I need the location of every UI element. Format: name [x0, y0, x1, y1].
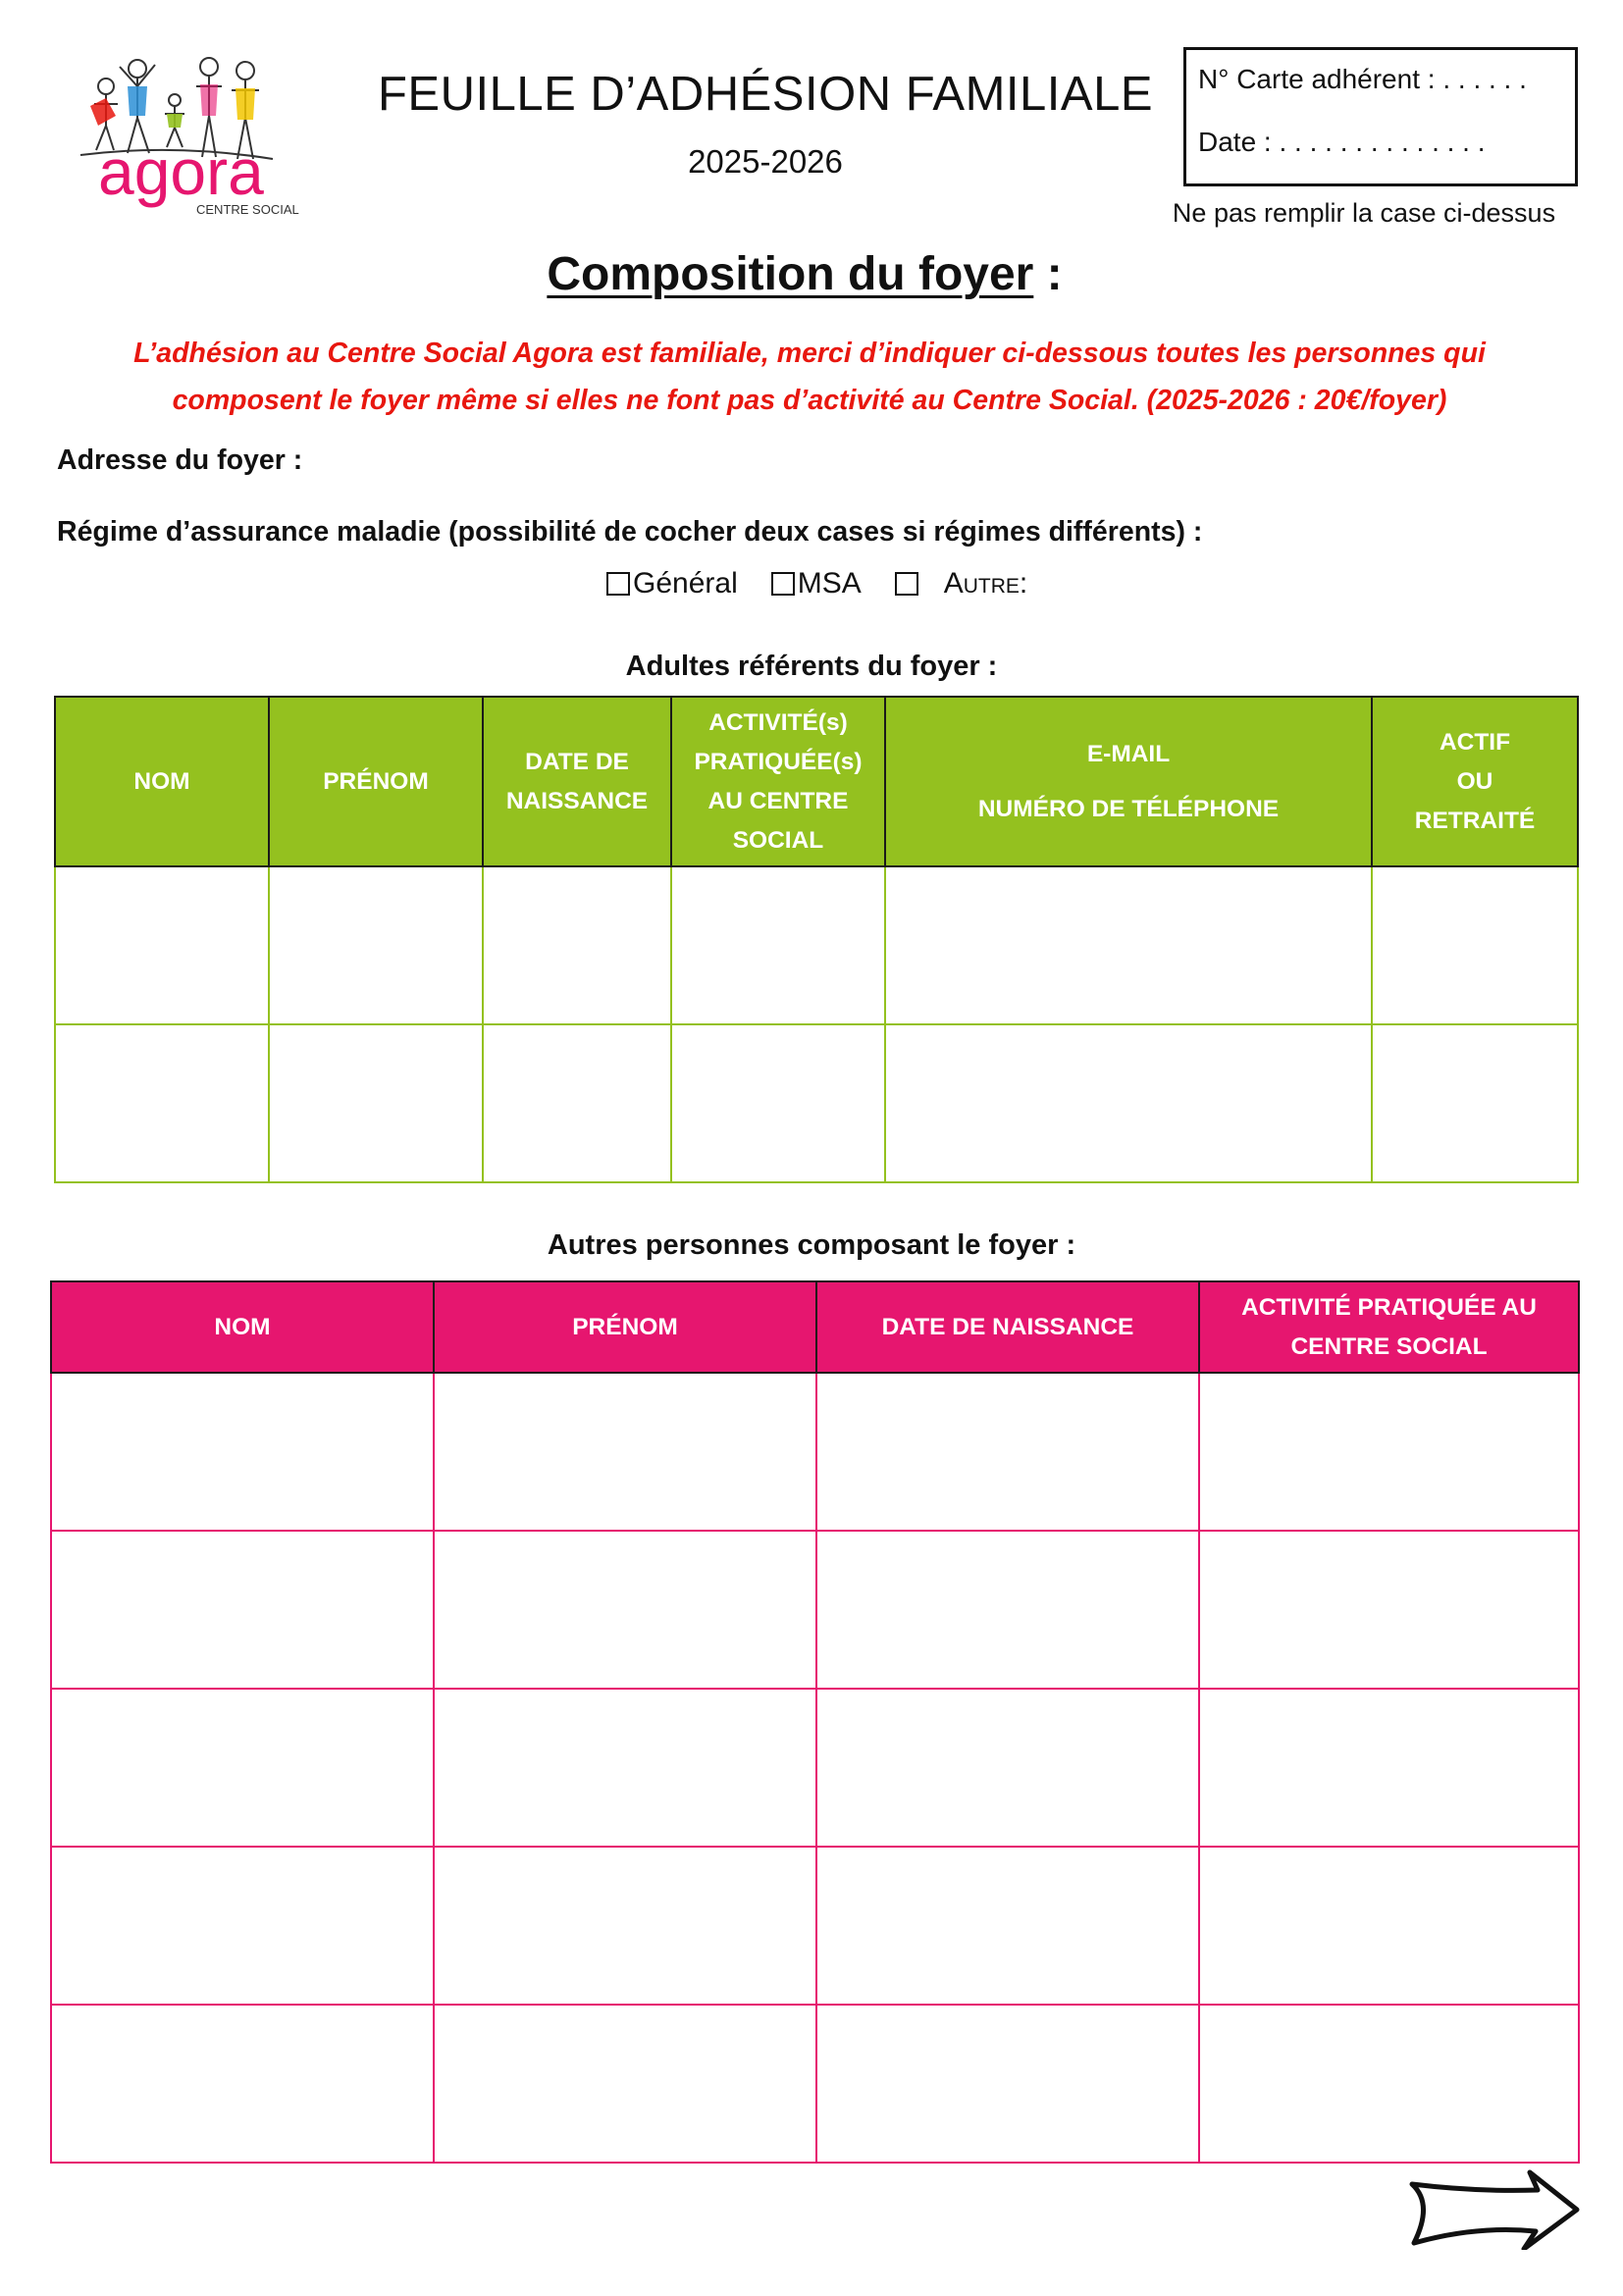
cell-nom[interactable]	[51, 1689, 434, 1847]
header-phone: NUMÉRO DE TÉLÉPHONE	[977, 795, 1280, 822]
adults-table-title: Adultes référents du foyer :	[625, 651, 998, 682]
table-row	[51, 1531, 1579, 1689]
regime-options	[606, 567, 1061, 600]
table-row	[51, 1689, 1579, 1847]
cell-prenom[interactable]	[434, 1847, 816, 2005]
header-activites-line: SOCIAL	[732, 826, 824, 854]
regime-option-autre[interactable]	[895, 567, 1028, 600]
table-row	[55, 1024, 1578, 1182]
checkbox-icon[interactable]	[895, 572, 918, 596]
header-activite-line: ACTIVITÉ PRATIQUÉE AU	[1241, 1293, 1537, 1321]
cell-date-naissance[interactable]	[816, 2005, 1199, 2163]
cell-activites[interactable]	[671, 1024, 885, 1182]
cell-nom[interactable]	[51, 1847, 434, 2005]
cell-date-naissance[interactable]	[483, 1024, 671, 1182]
cell-email-phone[interactable]	[885, 1024, 1372, 1182]
address-label: Adresse du foyer :	[57, 444, 303, 476]
family-drawing-icon	[77, 57, 322, 219]
header-date-naissance	[483, 697, 671, 866]
header-activites-line: ACTIVITÉ(s)	[708, 708, 848, 736]
regime-label: Régime d’assurance maladie (possibilité de cocher deux cases si régimes différents) :	[57, 516, 1203, 548]
header-prenom: PRÉNOM	[434, 1281, 816, 1373]
cell-activite[interactable]	[1199, 2005, 1579, 2163]
header-nom: NOM	[51, 1281, 434, 1373]
section-title-suffix: :	[1033, 248, 1063, 300]
regime-msa-label: MSA	[797, 567, 862, 600]
cell-prenom[interactable]	[434, 2005, 816, 2163]
header-prenom: PRÉNOM	[269, 697, 483, 866]
table-row	[51, 1373, 1579, 1531]
regime-autre-label: Autre:	[943, 567, 1028, 600]
others-table	[50, 1280, 1580, 2164]
header-activite-line: CENTRE SOCIAL	[1290, 1332, 1488, 1360]
table-header-row	[51, 1281, 1579, 1373]
cell-date-naissance[interactable]	[816, 1373, 1199, 1531]
table-row	[51, 2005, 1579, 2163]
cell-actif-retraite[interactable]	[1372, 1024, 1578, 1182]
document-title: FEUILLE D’ADHÉSION FAMILIALE	[377, 68, 1154, 121]
cell-activite[interactable]	[1199, 1373, 1579, 1531]
cell-nom[interactable]	[55, 1024, 269, 1182]
table-row	[51, 1847, 1579, 2005]
header-actif-retraite	[1372, 697, 1578, 866]
cell-date-naissance[interactable]	[816, 1531, 1199, 1689]
cell-prenom[interactable]	[269, 866, 483, 1024]
header-activite	[1199, 1281, 1579, 1373]
date-label[interactable]: Date : . . . . . . . . . . . . . .	[1198, 127, 1486, 157]
cell-activite[interactable]	[1199, 1847, 1579, 2005]
logo-brand: agora	[98, 135, 264, 208]
header-activites-line: AU CENTRE	[707, 787, 849, 814]
cell-nom[interactable]	[51, 1531, 434, 1689]
cell-activites[interactable]	[671, 866, 885, 1024]
header-actif-line: ACTIF	[1439, 728, 1511, 756]
section-title	[294, 247, 1315, 301]
agora-logo	[77, 57, 322, 219]
header-nom: NOM	[55, 697, 269, 866]
cell-activite[interactable]	[1199, 1531, 1579, 1689]
admin-box	[1183, 47, 1578, 186]
cell-date-naissance[interactable]	[816, 1847, 1199, 2005]
header-date-line: NAISSANCE	[505, 787, 649, 814]
header-date-line: DATE DE	[525, 748, 629, 775]
header-email-phone	[885, 697, 1372, 866]
cell-prenom[interactable]	[434, 1689, 816, 1847]
regime-option-general[interactable]	[606, 567, 738, 600]
document-year: 2025-2026	[688, 143, 843, 180]
table-row	[55, 866, 1578, 1024]
cell-date-naissance[interactable]	[483, 866, 671, 1024]
cell-nom[interactable]	[51, 1373, 434, 1531]
cell-prenom[interactable]	[434, 1531, 816, 1689]
table-header-row	[55, 697, 1578, 866]
others-table-title: Autres personnes composant le foyer :	[547, 1229, 1076, 1261]
intro-text	[98, 330, 1521, 424]
cell-actif-retraite[interactable]	[1372, 866, 1578, 1024]
header-email: E-MAIL	[1086, 740, 1171, 767]
section-title-text: Composition du foyer	[547, 248, 1034, 300]
regime-option-msa[interactable]	[771, 567, 862, 600]
intro-line-1: L’adhésion au Centre Social Agora est familiale, merci d’indiquer ci-dessous toutes les personnes qui	[133, 338, 1486, 369]
card-number-label[interactable]: N° Carte adhérent : . . . . . .	[1198, 64, 1527, 94]
cell-prenom[interactable]	[269, 1024, 483, 1182]
header-date-naissance: DATE DE NAISSANCE	[816, 1281, 1199, 1373]
header-actif-line: RETRAITÉ	[1414, 807, 1536, 834]
header-activites-line: PRATIQUÉE(s)	[694, 748, 863, 775]
intro-line-2: composent le foyer même si elles ne font pas d’activité au Centre Social. (2025-2026 : 20€/foyer)	[172, 385, 1447, 416]
logo-subtitle: CENTRE SOCIAL	[196, 202, 299, 217]
admin-note: Ne pas remplir la case ci-dessus	[1172, 198, 1556, 228]
next-page-arrow-icon	[1408, 2166, 1580, 2250]
header-actif-line: OU	[1456, 767, 1493, 795]
cell-nom[interactable]	[55, 866, 269, 1024]
adults-table	[54, 696, 1579, 1183]
cell-activite[interactable]	[1199, 1689, 1579, 1847]
checkbox-icon[interactable]	[771, 572, 795, 596]
header-activites	[671, 697, 885, 866]
regime-general-label: Général	[633, 567, 738, 600]
cell-prenom[interactable]	[434, 1373, 816, 1531]
cell-nom[interactable]	[51, 2005, 434, 2163]
cell-email-phone[interactable]	[885, 866, 1372, 1024]
checkbox-icon[interactable]	[606, 572, 630, 596]
cell-date-naissance[interactable]	[816, 1689, 1199, 1847]
